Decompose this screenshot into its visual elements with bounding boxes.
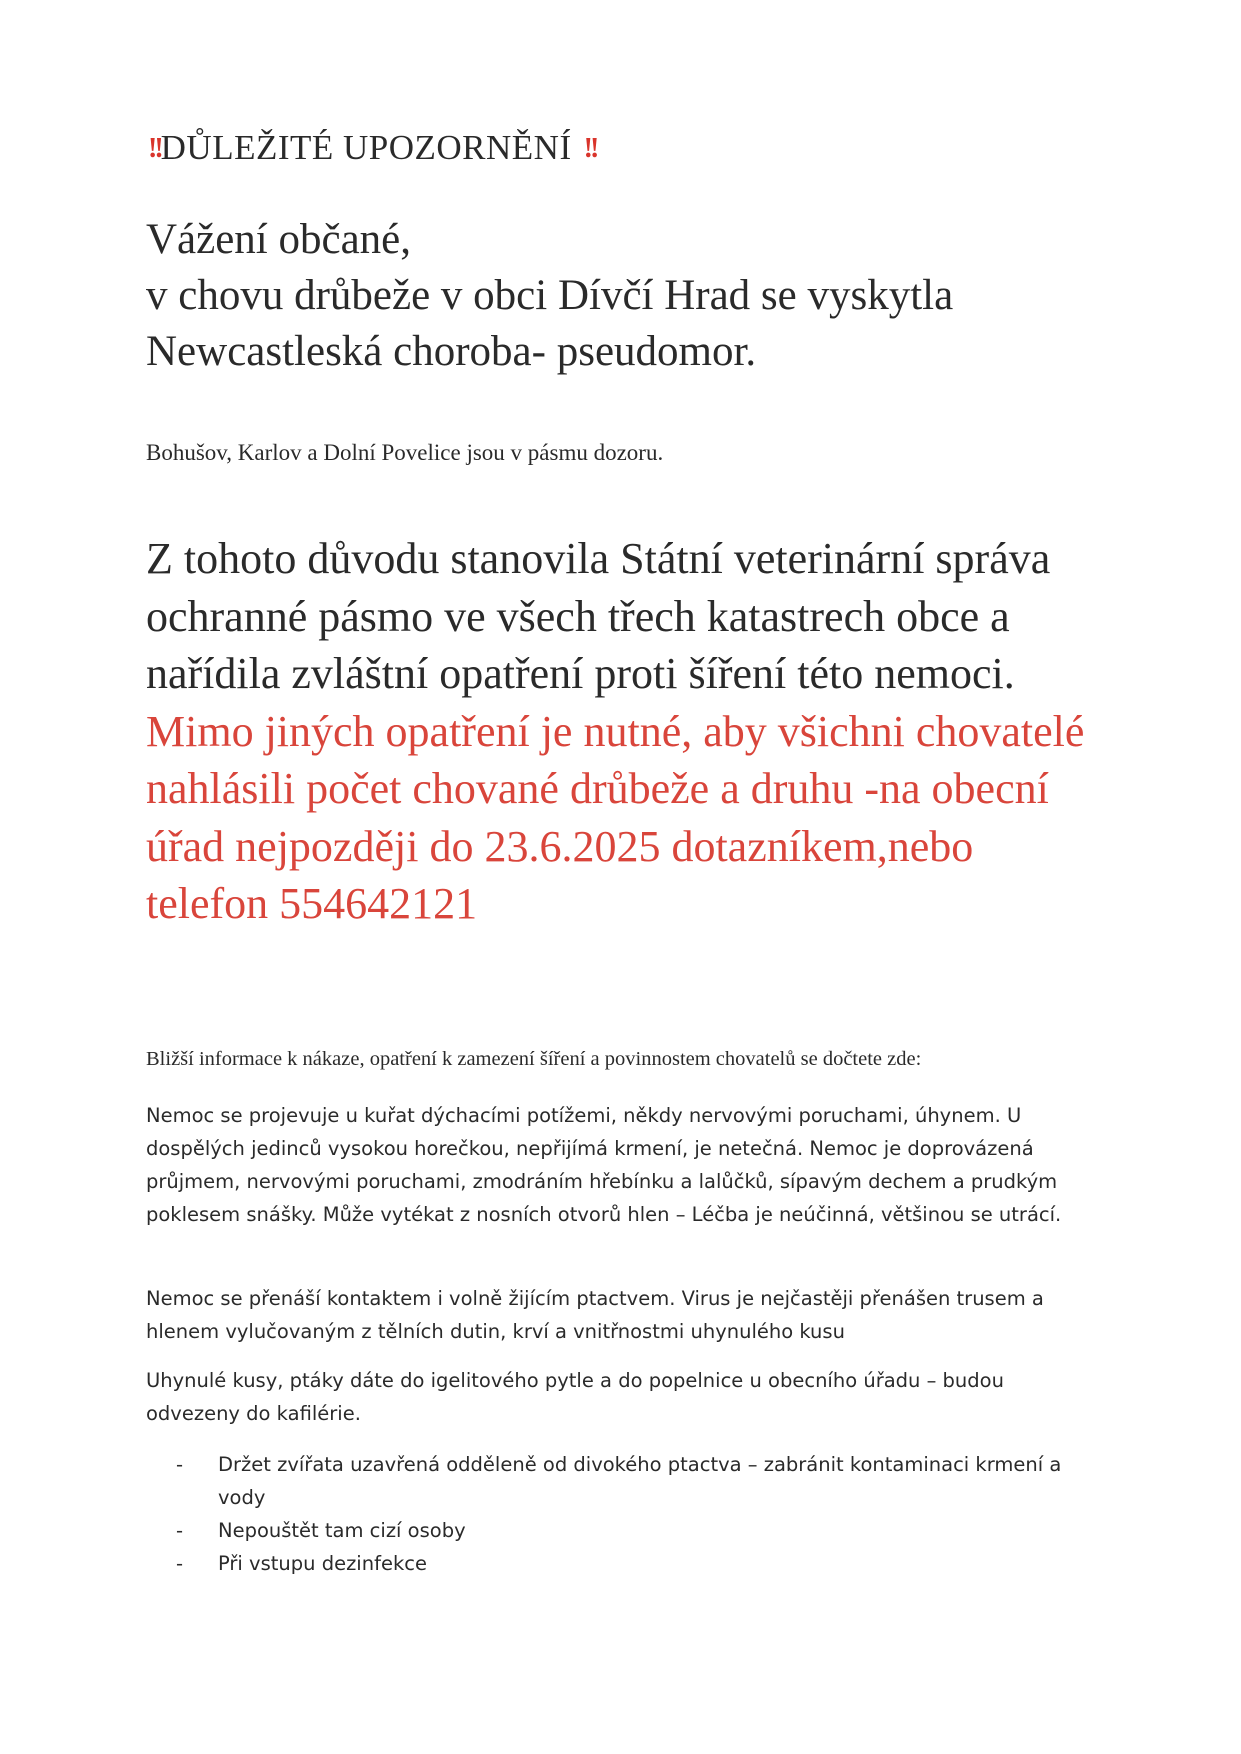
disposal-paragraph: Uhynulé kusy, ptáky dáte do igelitového pytle a do popelnice u obecního úřadu – budou odvezeny do kafilérie. bbox=[146, 1369, 1004, 1425]
dash-bullet: - bbox=[176, 1552, 184, 1575]
warning-heading-text: DŮLEŽITÉ UPOZORNĚNÍ bbox=[160, 128, 572, 167]
greeting-block bbox=[146, 212, 1146, 380]
exclamation-icon-left: !! bbox=[148, 133, 161, 164]
measures-list bbox=[146, 1448, 1086, 1580]
surveillance-zone-notice: Bohušov, Karlov a Dolní Povelice jsou v pásmu dozoru. bbox=[146, 440, 664, 465]
greeting-outbreak-line: v chovu drůbeže v obci Dívčí Hrad se vyskytla bbox=[146, 272, 954, 319]
transmission-paragraph: Nemoc se přenáší kontaktem i volně žijícím ptactvem. Virus je nejčastěji přenášen trusem a hlenem vylučovaným z tělních dutin, krví a vnitřnostmi uhynulého kusu bbox=[146, 1287, 1044, 1343]
measure-text: Nepouštět tam cizí osoby bbox=[218, 1519, 466, 1542]
greeting-disease-line: Newcastleská choroba- pseudomor. bbox=[146, 328, 757, 375]
main-notice bbox=[146, 530, 1106, 933]
list-item bbox=[146, 1547, 1086, 1580]
dash-bullet: - bbox=[176, 1453, 184, 1476]
measure-text: Držet zvířata uzavřená odděleně od divokého ptactva – zabránit kontaminaci krmení a vody bbox=[218, 1453, 1062, 1509]
list-item bbox=[146, 1514, 1086, 1547]
greeting-salutation: Vážení občané, bbox=[146, 216, 412, 263]
main-notice-highlight: Mimo jiných opatření je nutné, aby všichni chovatelé nahlásili počet chované drůbeže a druhu -na obecní úřad nejpozději do 23.6.2025 dotazníkem,nebo telefon 554642121 bbox=[146, 706, 1085, 928]
list-item bbox=[146, 1448, 1086, 1514]
exclamation-icon-right: !! bbox=[583, 133, 597, 164]
info-intro: Bližší informace k nákaze, opatření k zamezení šíření a povinnostem chovatelů se dočtete zde: bbox=[146, 1048, 922, 1070]
warning-heading bbox=[148, 128, 596, 168]
main-notice-text: Z tohoto důvodu stanovila Státní veterinární správa ochranné pásmo ve všech třech katastrech obce a nařídila zvláštní opatření proti šíření této nemoci. bbox=[146, 534, 1051, 698]
symptoms-paragraph: Nemoc se projevuje u kuřat dýchacími potížemi, někdy nervovými poruchami, úhynem. U dospělých jedinců vysokou horečkou, nepřijímá krmení, je netečná. Nemoc je doprovázená průjmem, nervovými poruchami, zmodráním hřebínku a lalůčků, sípavým dechem a prudkým poklesem snášky. Může vytékat z nosních otvorů hlen – Léčba je neúčinná, většinou se utrácí. bbox=[146, 1104, 1062, 1226]
measure-text: Při vstupu dezinfekce bbox=[218, 1552, 427, 1575]
dash-bullet: - bbox=[176, 1519, 184, 1542]
